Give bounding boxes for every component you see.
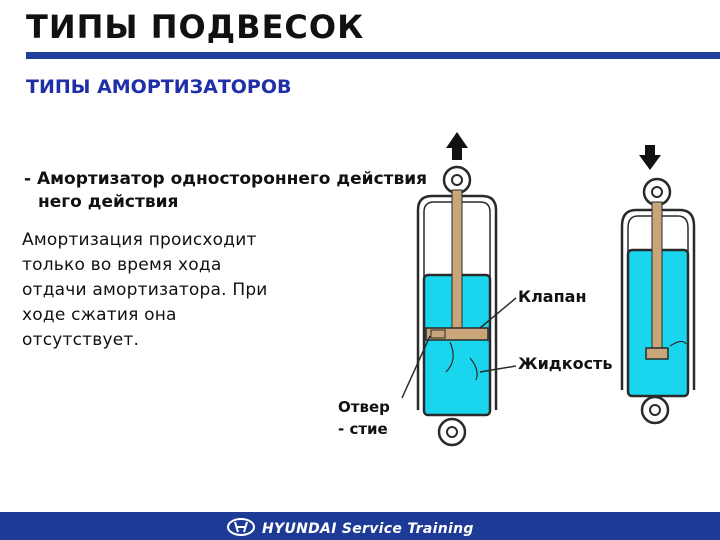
footer-brand-text: HYUNDAI Service Training	[262, 521, 474, 537]
shock-absorber-diagram	[330, 110, 720, 510]
description-line: только во время хода	[22, 255, 222, 275]
page-title: ТИПЫ ПОДВЕСОК	[26, 8, 365, 46]
down-arrow-icon	[639, 145, 661, 170]
bullet-heading	[24, 168, 428, 214]
hyundai-logo-icon	[226, 518, 256, 536]
description-text	[22, 228, 322, 353]
description-line: ходе сжатия она	[22, 305, 177, 325]
piston-rod	[652, 202, 662, 350]
hole-label-line-1: Отвер	[338, 398, 390, 416]
description-line: отсутствует.	[22, 330, 140, 350]
description-line: Амортизация происходит	[22, 230, 257, 250]
footer-bar	[0, 512, 720, 540]
title-underline	[26, 52, 720, 59]
description-line: отдачи амортизатора. При	[22, 280, 268, 300]
hole-label-line-2: - стие	[338, 420, 388, 438]
piston-valve	[431, 330, 445, 338]
fluid-label: Жидкость	[518, 354, 613, 373]
right-shock-absorber	[622, 145, 694, 423]
valve-label: Клапан	[518, 287, 587, 306]
bullet-line-1: - Амортизатор одностороннего действия	[24, 169, 428, 189]
piston	[646, 348, 668, 359]
up-arrow-icon	[446, 132, 468, 160]
page-subtitle: ТИПЫ АМОРТИЗАТОРОВ	[26, 76, 292, 98]
left-shock-absorber	[402, 132, 516, 445]
bullet-line-2: него действия	[38, 192, 179, 212]
hole-label	[338, 396, 390, 440]
piston-rod	[452, 190, 462, 332]
